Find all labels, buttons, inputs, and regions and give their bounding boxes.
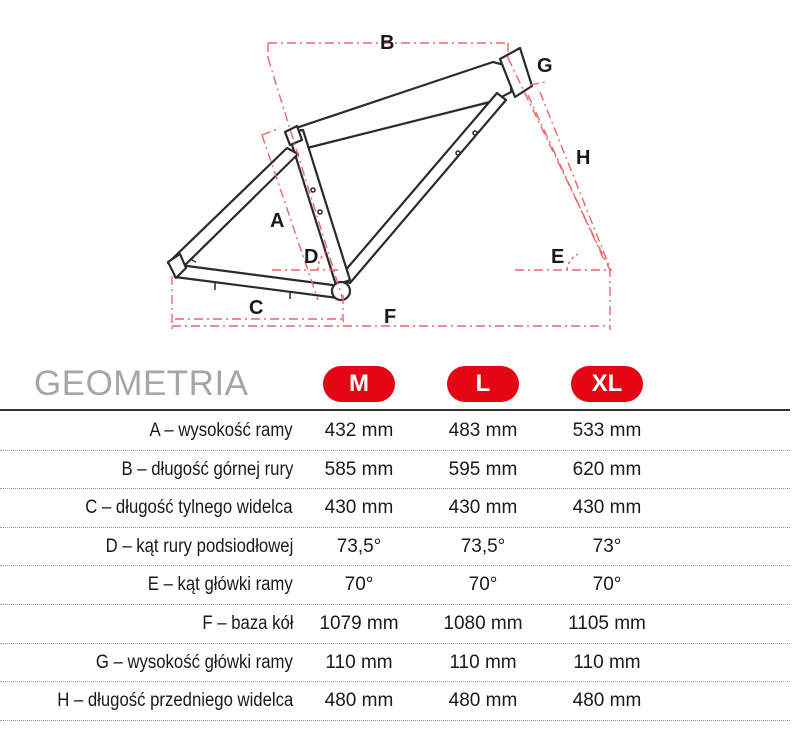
size-pill-m: M	[323, 366, 395, 402]
value-m: 480 mm	[324, 690, 394, 712]
value-xl: 533 mm	[572, 420, 642, 441]
table-row	[0, 644, 790, 683]
table-row	[0, 489, 790, 528]
frame-geometry-diagram	[0, 0, 799, 345]
table-row	[0, 451, 790, 490]
value-l: 480 mm	[448, 690, 518, 712]
table-row	[0, 682, 790, 721]
value-xl: 430 mm	[572, 497, 642, 519]
value-l: 483 mm	[448, 420, 518, 441]
table-row	[0, 605, 790, 644]
label-e: E	[551, 246, 565, 268]
header-rule	[0, 409, 790, 411]
value-m: 585 mm	[324, 458, 394, 480]
value-l: 595 mm	[448, 458, 518, 480]
value-xl: 620 mm	[572, 458, 642, 480]
table-row	[0, 566, 790, 605]
dimension-lines	[172, 43, 612, 330]
value-xl: 73°	[592, 535, 622, 557]
label-g: G	[537, 55, 553, 77]
value-m: 432 mm	[324, 420, 394, 441]
row-label: B – długość górnej rury	[121, 458, 293, 480]
value-l: 430 mm	[448, 497, 518, 519]
value-xl: 480 mm	[572, 690, 642, 712]
label-a: A	[270, 210, 285, 232]
row-label: E – kąt główki ramy	[148, 574, 293, 596]
row-label: F – baza kół	[201, 612, 293, 634]
geometry-table	[0, 412, 790, 721]
value-m: 73,5°	[336, 535, 382, 557]
row-label: A – wysokość ramy	[149, 420, 293, 441]
table-row	[0, 528, 790, 567]
row-label: H – długość przedniego widelca	[56, 690, 293, 712]
value-l: 110 mm	[449, 651, 517, 673]
label-c: C	[249, 297, 264, 319]
label-h: H	[576, 147, 591, 169]
row-label: D – kąt rury podsiodłowej	[105, 535, 293, 557]
label-d: D	[304, 246, 319, 268]
row-label: C – długość tylnego widelca	[85, 497, 293, 519]
value-m: 430 mm	[324, 497, 394, 519]
frame-outline	[168, 48, 532, 300]
value-m: 1079 mm	[319, 612, 399, 634]
value-xl: 1105 mm	[568, 612, 646, 634]
size-pill-l: L	[447, 366, 519, 402]
value-l: 73,5°	[460, 535, 506, 557]
value-l: 70°	[468, 574, 498, 596]
value-l: 1080 mm	[443, 612, 523, 634]
label-f: F	[384, 306, 397, 328]
value-xl: 110 mm	[573, 651, 641, 673]
value-m: 110 mm	[325, 651, 393, 673]
table-row	[0, 412, 790, 451]
label-b: B	[380, 32, 395, 54]
value-m: 70°	[344, 574, 374, 596]
value-xl: 70°	[592, 574, 622, 596]
geometry-title: GEOMETRIA	[34, 364, 249, 403]
row-label: G – wysokość główki ramy	[96, 651, 293, 673]
size-pill-xl: XL	[571, 366, 643, 402]
